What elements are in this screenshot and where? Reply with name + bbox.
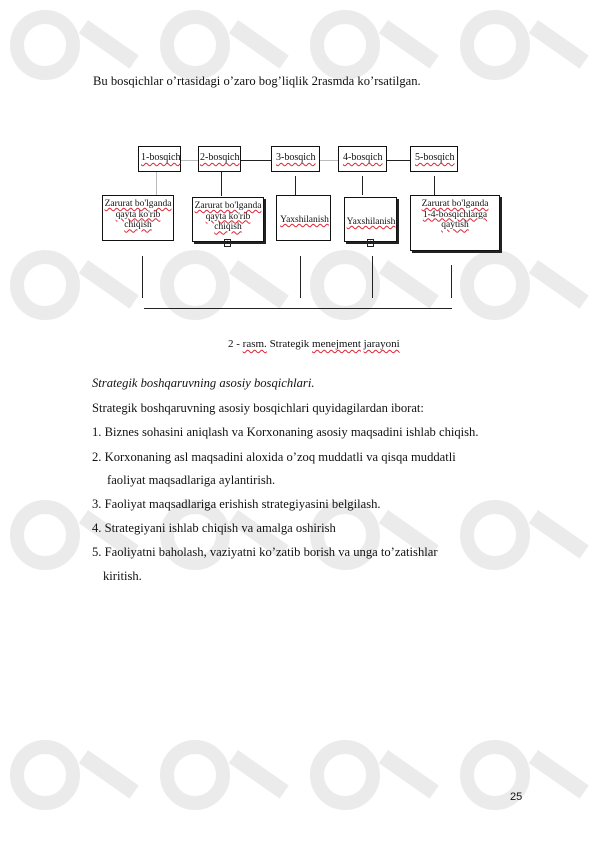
watermark-ring: [460, 10, 530, 80]
list-item: 1. Biznes sohasini aniqlash va Korxonaning asosiy maqsadini ishlab chiqish.: [92, 425, 479, 439]
stage-label-3: 3-bosqich: [276, 152, 316, 163]
connector-2-3: [241, 160, 271, 161]
watermark-tile: [160, 250, 246, 336]
watermark-ring: [160, 10, 230, 80]
anchor-mark-icon: +: [225, 240, 230, 246]
watermark-ring: [460, 500, 530, 570]
watermark-ring: [160, 250, 230, 320]
watermark-bar: [379, 750, 439, 799]
watermark-tile: [460, 250, 546, 336]
connector-4-5: [387, 160, 410, 161]
list-item-continuation: faoliyat maqsadlariga aylantirish.: [107, 473, 276, 487]
improvement-box-2-text: Yaxshilanish: [346, 217, 396, 227]
improvement-box-1-text: Yaxshilanish: [280, 215, 329, 225]
caption-word: rasm.: [242, 338, 267, 350]
watermark-ring: [10, 740, 80, 810]
watermark-tile: [10, 500, 96, 586]
drop-4: [362, 176, 363, 195]
watermark-bar: [529, 20, 589, 69]
page-number: 25: [510, 791, 523, 803]
watermark-bar: [529, 750, 589, 799]
stage-label-2: 2-bosqich: [200, 152, 240, 163]
connector-3-4: [320, 160, 338, 161]
list-item-continuation: kiritish.: [103, 569, 142, 583]
watermark-bar: [229, 20, 289, 69]
feedback-baseline: [144, 308, 452, 309]
feedback-line-2: [300, 256, 301, 298]
list-item: 3. Faoliyat maqsadlariga erishish strategiyasini belgilash.: [92, 497, 381, 511]
drop-2: [221, 172, 222, 196]
anchor-mark-icon: +: [368, 240, 373, 246]
stage-label-4: 4-bosqich: [343, 152, 383, 163]
watermark-bar: [79, 260, 139, 309]
figure-caption: [228, 338, 400, 350]
watermark-ring: [310, 10, 380, 80]
feedback-line-3: [372, 256, 373, 298]
watermark-ring: [310, 740, 380, 810]
watermark-tile: [160, 500, 246, 586]
review-box-2-text: Zarurat bo'lganda qayta ko'rib chiqish: [194, 201, 262, 233]
watermark-tile: [310, 500, 396, 586]
watermark-tile: [460, 740, 546, 826]
drop-3: [295, 176, 296, 195]
watermark-tile: [460, 500, 546, 586]
watermark-ring: [10, 250, 80, 320]
watermark-tile: [460, 10, 546, 96]
drop-5: [434, 176, 435, 195]
watermark-bar: [79, 20, 139, 69]
caption-word: menejment: [312, 338, 361, 350]
watermark-ring: [460, 250, 530, 320]
stage-label-5: 5-bosqich: [415, 152, 455, 163]
list-item: 2. Korxonaning asl maqsadini aloxida o’zoq muddatli va qisqa muddatli: [92, 450, 456, 464]
list-item: 5. Faoliyatni baholash, vaziyatni ko’zatib borish va unga to’zatishlar: [92, 545, 438, 559]
section-title: Strategik boshqaruvning asosiy bosqichlari.: [92, 376, 315, 390]
watermark-ring: [10, 10, 80, 80]
watermark-tile: [160, 740, 246, 826]
watermark-bar: [229, 750, 289, 799]
watermark-tile: [10, 250, 96, 336]
watermark-ring: [310, 250, 380, 320]
caption-word: Strategik: [269, 338, 310, 350]
watermark-tile: [310, 740, 396, 826]
caption-word: jarayoni: [363, 338, 400, 350]
return-box-text: Zarurat bo'lganda 1-4-bosqichlarga qaytish: [421, 199, 489, 231]
stage-label-1: 1-bosqich: [141, 152, 181, 163]
watermark-tile: [10, 10, 96, 96]
drop-1: [156, 172, 157, 195]
intro-paragraph: Bu bosqichlar o’rtasidagi o’zaro bog’liqlik 2rasmda ko’rsatilgan.: [93, 74, 421, 88]
watermark-bar: [229, 260, 289, 309]
watermark-bar: [379, 20, 439, 69]
caption-prefix: 2 -: [228, 338, 243, 350]
feedback-line-4: [451, 265, 452, 298]
lead-paragraph: Strategik boshqaruvning asosiy bosqichlari quyidagilardan iborat:: [92, 401, 424, 415]
watermark-ring: [10, 500, 80, 570]
connector-1-2: [181, 160, 198, 161]
list-item: 4. Strategiyani ishlab chiqish va amalga oshirish: [92, 521, 336, 535]
watermark-bar: [79, 750, 139, 799]
review-box-1-text: Zarurat bo'lganda qayta ko'rib chiqish: [104, 199, 172, 231]
watermark-tile: [10, 740, 96, 826]
feedback-line-1: [142, 256, 143, 298]
watermark-bar: [529, 260, 589, 309]
watermark-bar: [379, 260, 439, 309]
watermark-bar: [529, 510, 589, 559]
watermark-tile: [310, 250, 396, 336]
watermark-ring: [160, 740, 230, 810]
